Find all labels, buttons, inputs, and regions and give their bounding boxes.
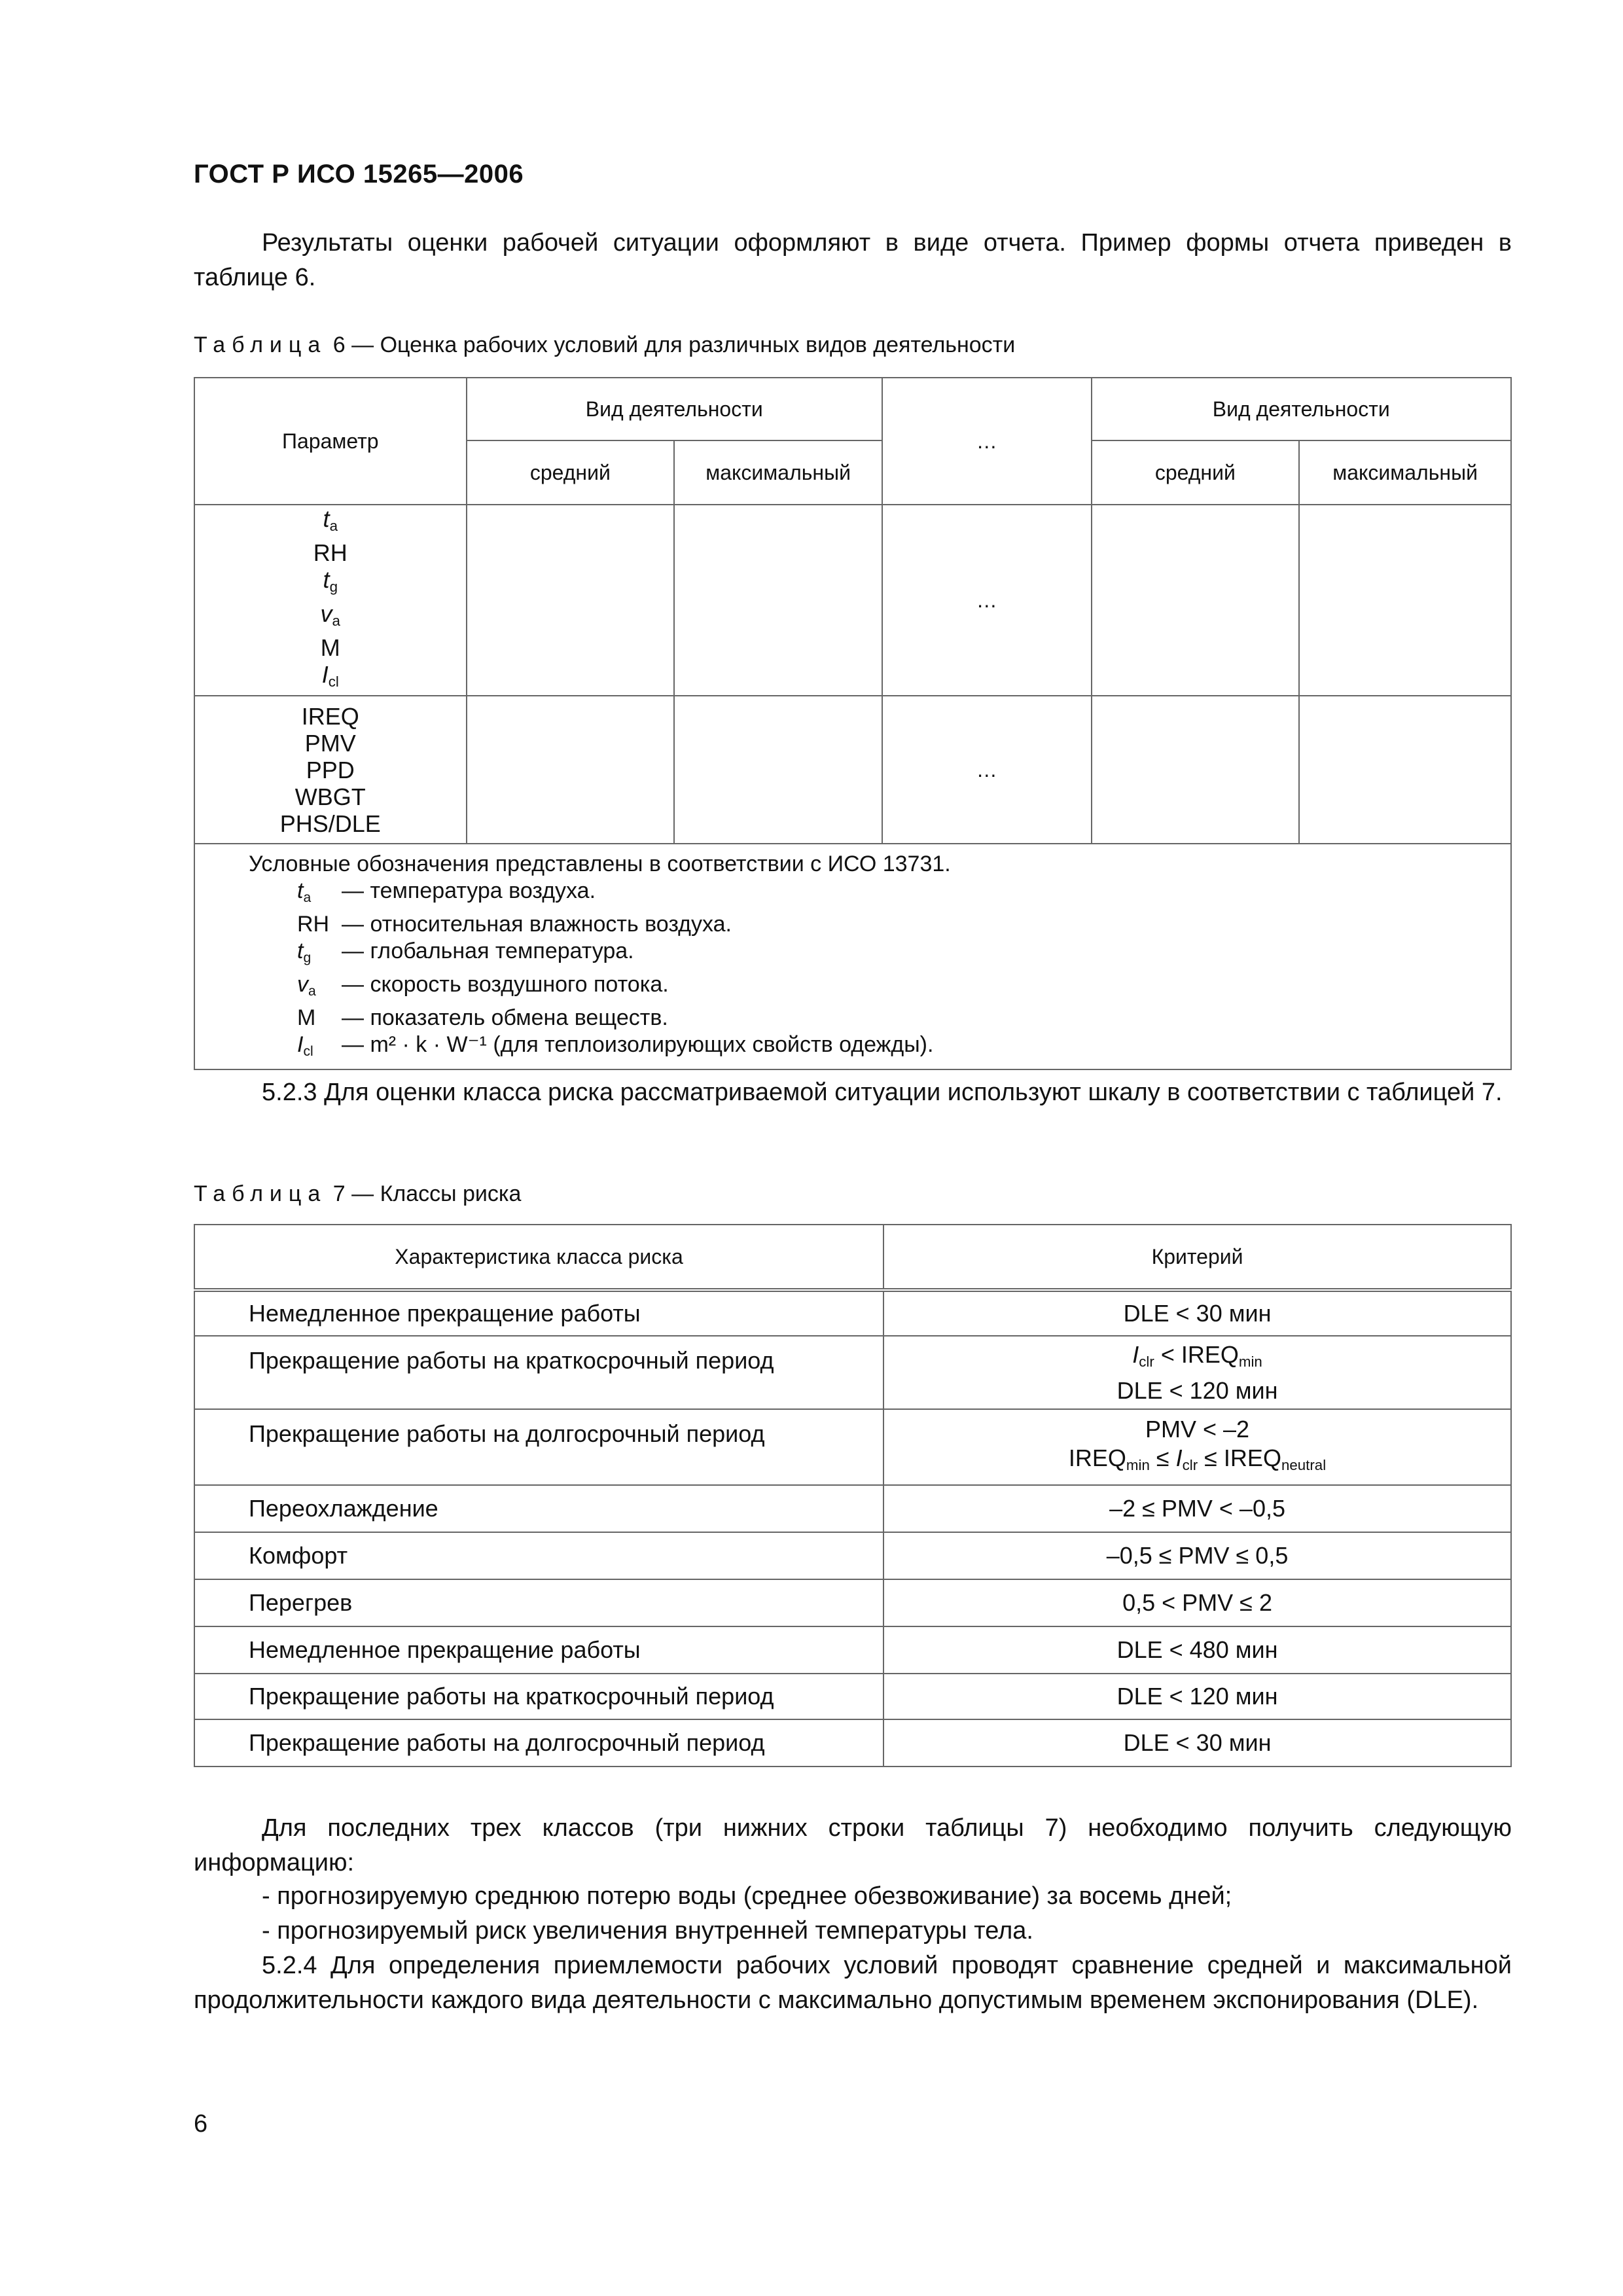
table6-header-activity-2: Вид деятельности bbox=[1092, 378, 1512, 440]
note-row: $t_a$ — температура воздуха. bbox=[297, 878, 596, 905]
page-number: 6 bbox=[194, 2110, 208, 2138]
bullet-item: - прогнозируемый риск увеличения внутренней температуры тела. bbox=[262, 1917, 1033, 1945]
table7-caption: Таблица 7 — Классы риска bbox=[194, 1181, 522, 1206]
table7-header-criterion: Критерий bbox=[883, 1225, 1511, 1290]
table6-header-ellipsis: … bbox=[882, 378, 1091, 505]
paragraph-5-2-3: 5.2.3 Для оценки класса риска рассматриваемой ситуации используют шкалу в соответствии с таблицей 7. bbox=[262, 1079, 1503, 1106]
table6-header-param: Параметр bbox=[194, 378, 467, 505]
table6-cell bbox=[1092, 505, 1300, 696]
table6-header-avg-1: средний bbox=[467, 440, 675, 505]
table6-header-activity-1: Вид деятельности bbox=[467, 378, 882, 440]
table-row: Прекращение работы на краткосрочный период DLE < 120 мин bbox=[194, 1674, 1511, 1719]
table6-ellipsis-cell: … bbox=[882, 505, 1091, 696]
table7-header-class: Характеристика класса риска bbox=[194, 1225, 883, 1290]
bullet-item: - прогнозируемую среднюю потерю воды (среднее обезвоживание) за восемь дней; bbox=[262, 1882, 1232, 1910]
table6-params-group2: IREQ PMV PPD WBGT PHS/DLE bbox=[194, 696, 467, 844]
table-row: Прекращение работы на краткосрочный период $I_{clr}$ < $IREQ_{min}$ DLE < 120 мин bbox=[194, 1336, 1511, 1409]
paragraph-after-table7: Для последних трех классов (три нижних строки таблицы 7) необходимо получить следующую информацию: bbox=[194, 1814, 1512, 1876]
table6-ellipsis-cell: … bbox=[882, 696, 1091, 844]
table6-header-max-1: максимальный bbox=[674, 440, 882, 505]
table-row: Переохлаждение –2 ≤ PMV < –0,5 bbox=[194, 1485, 1511, 1532]
table6-params-group1: $t_a$ RH $t_g$ $v_a$ M $I_{cl}$ bbox=[194, 505, 467, 696]
table7 bbox=[194, 1224, 1512, 1767]
table6-caption: Таблица 6 — Оценка рабочих условий для различных видов деятельности bbox=[194, 332, 1016, 357]
intro-paragraph: Результаты оценки рабочей ситуации оформляют в виде отчета. Пример формы отчета приведен в таблице 6. bbox=[194, 229, 1512, 291]
document-header: ГОСТ Р ИСО 15265—2006 bbox=[194, 160, 524, 188]
table6-cell bbox=[467, 696, 675, 844]
table6-cell bbox=[674, 696, 882, 844]
note-row: $t_g$ — глобальная температура. bbox=[297, 939, 634, 965]
table6-cell bbox=[467, 505, 675, 696]
table6-cell bbox=[1299, 505, 1511, 696]
table6-cell bbox=[674, 505, 882, 696]
table6-cell bbox=[1299, 696, 1511, 844]
note-row: $v_a$ — скорость воздушного потока. bbox=[297, 972, 669, 999]
table-row: Прекращение работы на долгосрочный период DLE < 30 мин bbox=[194, 1719, 1511, 1767]
paragraph-5-2-4: 5.2.4 Для определения приемлемости рабочих условий проводят сравнение средней и максимальной продолжительности каждого вида деятельности с максимально допустимым временем экспонирования (DLE). bbox=[194, 1952, 1512, 2014]
table6 bbox=[194, 377, 1512, 1070]
table-row: Комфорт –0,5 ≤ PMV ≤ 0,5 bbox=[194, 1532, 1511, 1579]
note-row: RH — относительная влажность воздуха. bbox=[297, 912, 732, 937]
table-row: Прекращение работы на долгосрочный период PMV < –2 $IREQ_{min} \le I_{clr}$ ≤ $IREQ_{neutral}$ bbox=[194, 1409, 1511, 1485]
table-row: Перегрев 0,5 < PMV ≤ 2 bbox=[194, 1579, 1511, 1626]
note-row: M — показатель обмена веществ. bbox=[297, 1005, 668, 1030]
table6-notes: Условные обозначения представлены в соответствии с ИСО 13731. $t_a$ — температура воздуха. RH — относительная влажность воздуха. $t_g$ — глобальная температура. $v_a$ — скорость воздушного потока. M — показатель обмена веществ. $I_{cl}$ — m² · k · W⁻¹ (для теплоизолирующих свойств одежды). bbox=[194, 844, 1511, 1069]
table-row: Немедленное прекращение работы DLE < 480 мин bbox=[194, 1626, 1511, 1674]
table-row: Немедленное прекращение работы DLE < 30 мин bbox=[194, 1290, 1511, 1336]
table6-cell bbox=[1092, 696, 1300, 844]
note-row: $I_{cl}$ — m² · k · W⁻¹ (для теплоизолирующих свойств одежды). bbox=[297, 1032, 934, 1059]
table6-header-avg-2: средний bbox=[1092, 440, 1300, 505]
table6-header-max-2: максимальный bbox=[1299, 440, 1511, 505]
